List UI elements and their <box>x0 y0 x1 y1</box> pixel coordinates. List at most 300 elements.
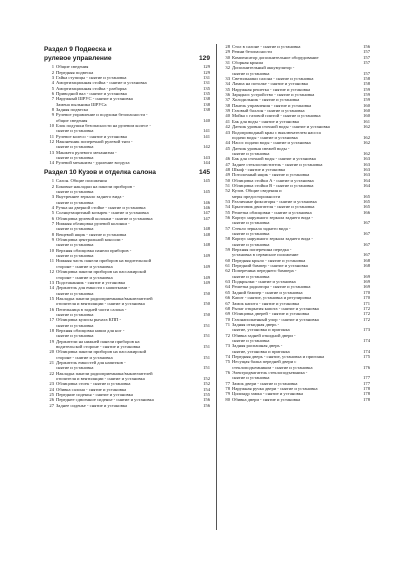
toc-entry-number: 27 <box>49 402 54 408</box>
toc-entry-title: Вещевой ящик - снятие и установка <box>56 231 127 237</box>
toc-entry-title: Брызговик двигателя - снятие и установка <box>232 204 315 210</box>
toc-entry-page: 172 <box>363 305 370 311</box>
toc-entry-page: 142 <box>203 144 210 150</box>
toc-entry-title: Салон. Общие положения <box>56 178 107 184</box>
toc-entry-page: 156 <box>203 397 210 403</box>
toc-entry-page: 174 <box>363 348 370 354</box>
toc-entry-number: 41 <box>225 118 230 124</box>
toc-entry-title: Газовый баллон - снятие и установка <box>232 108 305 114</box>
toc-entry-number: 6 <box>51 215 54 221</box>
toc-entry-title: Облицовка стоек - снятие и установка <box>56 381 131 387</box>
toc-entry-number: 8 <box>51 231 54 237</box>
toc-entry-title: Рулевое управление и подушки безопасности - <box>56 112 148 118</box>
toc-entry-page: 149 <box>203 253 210 259</box>
toc-entry-title: снятие и установка <box>232 241 270 247</box>
toc-entry-number: 2 <box>51 69 54 75</box>
toc-entry-page: 141 <box>203 128 210 134</box>
toc-entry-page: 168 <box>363 257 370 263</box>
toc-entry-page: 165 <box>363 193 370 199</box>
toc-entry-title: Накладка панели радиоприемника/выключателей <box>56 370 153 376</box>
toc-entry-title: Держатель для емкости с напитками - <box>56 285 130 291</box>
toc-entry-number: 68 <box>225 305 230 311</box>
toc-entry-title: стеклоподъемником - снятие и установка <box>232 364 313 370</box>
toc-entry-page: 141 <box>203 133 210 139</box>
toc-entry-title: Мойка с газовой плитой - снятие и установка <box>232 113 321 119</box>
toc-entry-number: 56 <box>225 215 230 220</box>
toc-entry-title: Передняя подвеска <box>56 69 94 75</box>
section-10-entries <box>44 178 210 408</box>
toc-entry-page: 169 <box>363 273 370 279</box>
toc-entry-number: 17 <box>49 317 54 323</box>
toc-entry-title: Наконечник поперечной рулевой тяги - <box>56 139 133 144</box>
toc-entry-title: отопителя и вентиляции - снятие и установка <box>56 301 145 307</box>
toc-entry-number: 53 <box>225 198 230 204</box>
toc-entry-number: 12 <box>49 269 54 275</box>
toc-entry-number: 65 <box>225 289 230 295</box>
toc-entry-page: 150 <box>203 301 210 307</box>
toc-entry-number: 33 <box>225 76 230 82</box>
toc-entry-title: Держатель емкостей для напитков - <box>56 360 126 365</box>
toc-entry-page: 146 <box>203 205 210 211</box>
toc-entry-number: 61 <box>225 263 230 269</box>
toc-left-column <box>44 44 210 408</box>
toc-entry-title: Датчик уровня свежей воды - <box>232 145 290 151</box>
toc-entry-title: Задний бампер - снятие и установка <box>232 289 303 295</box>
toc-entry-number: 2 <box>51 183 54 189</box>
toc-entry-number: 66 <box>225 295 230 301</box>
toc-entry-number: 36 <box>225 92 230 98</box>
toc-entry-title: Наружная решетка - снятие и установка <box>232 86 311 92</box>
toc-entry-title: Замок двери - снятие и установка <box>232 380 298 386</box>
toc-entry-number: 24 <box>49 386 54 392</box>
toc-entry-page: 167 <box>363 220 370 226</box>
section-10-page: 145 <box>198 168 210 176</box>
toc-entry-title: Корпус наружного зеркала заднего вида - <box>232 215 313 220</box>
toc-entry-number: 46 <box>225 156 230 162</box>
toc-entry-title: снятие и установка <box>56 242 94 248</box>
toc-entry-number: 55 <box>225 209 230 215</box>
toc-entry-page: 160 <box>363 108 370 114</box>
toc-entry-title: Пепельница в задней части салона - <box>56 306 127 312</box>
toc-entry-title: Подкрылки - снятие и установка <box>232 279 296 285</box>
toc-entry-number: 26 <box>49 397 54 403</box>
section-9-heading-line2 <box>44 55 210 64</box>
toc-entry-number: 57 <box>225 225 230 231</box>
toc-entry-title: Поперечина переднего бампера - <box>232 268 297 274</box>
toc-entry-number: 35 <box>225 86 230 92</box>
toc-entry-number: 14 <box>49 285 54 291</box>
toc-entry-title: снятие и установка <box>56 155 94 161</box>
toc-entry-title: Передняя дверь - снятие, установка и пригонка <box>232 353 325 359</box>
toc-entry <box>44 403 210 408</box>
toc-entry-number: 9 <box>51 112 54 118</box>
toc-entry-number: 4 <box>51 205 54 211</box>
toc-entry-page: 138 <box>203 106 210 112</box>
toc-entry-number: 22 <box>49 370 54 376</box>
toc-entry-number: 50 <box>225 177 230 183</box>
toc-entry-page: 172 <box>363 316 370 322</box>
toc-entry-page: 129 <box>203 69 210 75</box>
toc-entry-number: 28 <box>225 44 230 49</box>
toc-entry-page: 148 <box>203 231 210 237</box>
toc-entry-number: 43 <box>225 129 230 135</box>
toc-entry-number: 25 <box>49 392 54 398</box>
toc-entry-page: 151 <box>203 333 210 339</box>
toc-entry-title: снятие и установка <box>56 128 94 134</box>
toc-entry-number: 3 <box>51 194 54 200</box>
toc-entry-number: 62 <box>225 268 230 274</box>
toc-entry-title: водительской стороне - снятие и установка <box>56 343 141 349</box>
toc-entry-title: Облицовка панели приборов на пассажирской <box>56 269 147 275</box>
toc-entry-title: Солнцезащитный козырек - снятие и установка <box>56 210 149 216</box>
toc-entry-title: Задняя откидная дверь - <box>232 321 280 327</box>
toc-entry-page: 161 <box>363 118 370 124</box>
toc-entry-title: Ручка на дверной стойке - снятие и установка <box>56 205 146 211</box>
toc-entry-title: Наружная ручка двери - снятие и установка <box>232 386 318 391</box>
toc-entry-title: Рулевое колесо - снятие и установка <box>56 133 127 139</box>
toc-entry-page: 177 <box>363 375 370 381</box>
toc-entry-title: Бак для сточной воды - снятие и установка <box>232 156 316 162</box>
toc-entry-title: снятие и установка <box>56 253 94 259</box>
toc-entry-title: снятие и установка <box>56 226 94 232</box>
toc-entry-page: 176 <box>363 364 370 370</box>
toc-entry-page: 162 <box>363 134 370 140</box>
toc-entry-page: 135 <box>203 90 210 96</box>
toc-entry-page: 165 <box>363 204 370 210</box>
toc-entry-title: Датчик уровня сточной воды - снятие и установка <box>232 124 330 130</box>
section-10-entries-continued <box>220 44 370 402</box>
toc-entry-number: 37 <box>225 97 230 103</box>
toc-entry-title: снятие и установка <box>56 144 94 150</box>
toc-entry-title: Приводной вал - снятие и установка <box>56 90 127 96</box>
toc-entry-number: 45 <box>225 145 230 151</box>
toc-entry-title: Стекло зеркала заднего вида - <box>232 225 291 231</box>
toc-entry-number: 60 <box>225 257 230 263</box>
toc-entry-number: 18 <box>49 327 54 333</box>
toc-entry-number: 71 <box>225 321 230 327</box>
toc-entry-page: 163 <box>363 156 370 162</box>
toc-entry-page: 151 <box>203 365 210 371</box>
toc-entry-title: Нижняя часть панели приборов на водительской <box>56 258 152 264</box>
toc-entry-number: 75 <box>225 359 230 365</box>
toc-entry-page: 157 <box>363 49 370 55</box>
toc-entry-title: Амортизационная стойка - разборка <box>56 85 127 91</box>
toc-entry-title: снятие и установка <box>56 189 94 194</box>
toc-entry-title: снятие и установка <box>56 365 94 371</box>
toc-entry-page: 151 <box>203 354 210 360</box>
toc-entry-page: 148 <box>203 226 210 232</box>
toc-entry-number: 58 <box>225 236 230 242</box>
toc-entry-title: Рычаг открытия капота - снятие и установка <box>232 305 319 311</box>
toc-entry-title: Различные фиксаторы - снятие и установка <box>232 198 317 204</box>
toc-entry-title: Обивка двери - снятие и установка <box>232 396 301 402</box>
toc-entry-page: 178 <box>363 396 370 402</box>
toc-entry-page: 159 <box>363 97 370 103</box>
toc-entry-page: 145 <box>203 189 210 194</box>
toc-entry-number: 4 <box>51 80 54 86</box>
toc-entry-number: 9 <box>51 237 54 243</box>
toc-entry-number: 78 <box>225 386 230 391</box>
toc-entry-title: меры предосторожности <box>232 193 281 199</box>
section-10-heading <box>44 169 210 178</box>
toc-entry-number: 47 <box>225 161 230 167</box>
toc-entry-number: 30 <box>225 54 230 60</box>
toc-entry-number: 76 <box>225 369 230 375</box>
toc-entry-title: общие сведения <box>56 117 88 123</box>
toc-entry-page: 131 <box>203 80 210 86</box>
toc-entry-title: Облицовка панели приборов на пассажирской <box>56 349 147 355</box>
toc-entry-title: снятие и установка <box>232 70 270 76</box>
toc-entry-page: 149 <box>203 274 210 280</box>
toc-entry-number: 67 <box>225 300 230 306</box>
toc-entry-title: снятие и установка <box>56 333 94 339</box>
toc-entry-title: снятие и установка <box>56 290 94 296</box>
toc-entry-page: 168 <box>363 263 370 269</box>
toc-entry-title: Панель управления - снятие и установка <box>232 102 312 108</box>
toc-entry-title: Корпус наружного зеркала заднего вида - <box>232 236 313 242</box>
toc-entry-number: 23 <box>49 381 54 387</box>
toc-entry-page: 167 <box>363 241 370 247</box>
toc-entry-number: 79 <box>225 391 230 397</box>
toc-entry-title: Газонаполненный упор - снятие и установка <box>232 316 319 322</box>
toc-entry-page: 178 <box>363 386 370 391</box>
toc-entry-number: 73 <box>225 343 230 349</box>
toc-entry-title: Замок капота - снятие и установка <box>232 300 300 306</box>
toc-entry-number: 29 <box>225 49 230 55</box>
toc-entry-number: 13 <box>49 279 54 285</box>
toc-entry-number: 11 <box>49 133 54 139</box>
toc-entry-number: 1 <box>51 64 54 70</box>
toc-entry-page: 167 <box>363 231 370 237</box>
toc-entry-number: 77 <box>225 380 230 386</box>
toc-entry-page: 162 <box>363 124 370 130</box>
toc-entry-page: 157 <box>363 60 370 66</box>
toc-entry-number: 7 <box>51 221 54 227</box>
toc-entry-title: Переднее сдвоенное сиденье - снятие и установка <box>56 397 154 403</box>
toc-entry <box>220 397 370 402</box>
toc-entry-number: 13 <box>49 149 54 155</box>
toc-entry-number: 21 <box>49 360 54 365</box>
toc-entry-page: 159 <box>363 86 370 92</box>
toc-entry-number: 72 <box>225 332 230 338</box>
toc-entry-page: 157 <box>363 70 370 76</box>
toc-entry-title: Несущая балка передней двери с <box>232 359 297 365</box>
toc-entry-title: Лампа на потолке - снятие и установка <box>232 81 308 87</box>
toc-entry-number: 10 <box>49 122 54 128</box>
toc-entry-page: 174 <box>363 337 370 343</box>
toc-entry-title: стороне - снятие и установка <box>56 354 113 360</box>
toc-entry-number: 48 <box>225 166 230 172</box>
toc-entry-title: Компенсатор дополнительное оборудование <box>232 54 319 60</box>
toc-entry-number: 64 <box>225 284 230 290</box>
toc-entry-page: 157 <box>363 54 370 60</box>
toc-entry-title: снятие, установка и пригонка <box>232 327 290 333</box>
column-divider <box>216 44 217 530</box>
toc-entry-page: 140 <box>203 117 210 123</box>
toc-entry-page: 171 <box>363 300 370 306</box>
toc-entry-title: снятие и установка <box>56 311 94 317</box>
toc-entry-title: Стол в салоне - снятие и установка <box>232 44 301 49</box>
toc-entry-title: Заднее сиденье - снятие и установка <box>56 402 128 408</box>
toc-entry-page: 164 <box>363 177 370 183</box>
toc-entry-title: Гайка ступицы - снятие и установка <box>56 74 127 80</box>
toc-entry-page: 147 <box>203 210 210 216</box>
section-9-entries <box>44 64 210 166</box>
toc-entry-title: Верхняя облицовка панели приборов - <box>56 247 132 253</box>
toc-entry-number: 5 <box>51 85 54 91</box>
toc-entry-number: 69 <box>225 311 230 317</box>
toc-entry-title: отопителя и вентиляции - снятие и установка <box>56 376 145 382</box>
toc-right-column <box>220 44 370 402</box>
toc-entry-page: 131 <box>203 74 210 80</box>
toc-entry-page: 177 <box>363 380 370 386</box>
toc-entry-title: Решетка радиатора - снятие и установка <box>232 284 311 290</box>
toc-entry-title: Верхняя облицовка ниши для ног - <box>56 327 125 333</box>
toc-entry-page: 150 <box>203 311 210 317</box>
toc-entry-page: 135 <box>203 85 210 91</box>
toc-entry-page: 162 <box>363 150 370 156</box>
toc-entry-title: Обивка салона - снятие и установка <box>56 386 127 392</box>
toc-entry-page: 163 <box>363 172 370 178</box>
toc-entry-page: 152 <box>203 381 210 387</box>
toc-entry-number: 63 <box>225 279 230 285</box>
toc-entry-title: Бак для воды - снятие и установка <box>232 118 299 124</box>
toc-entry-number: 34 <box>225 81 230 87</box>
section-9-title-line2: рулевое управление <box>44 54 112 62</box>
toc-entry-title: Задняя подвеска <box>56 106 89 112</box>
toc-entry-number: 38 <box>225 102 230 108</box>
toc-entry-title: Замена пыльника ШРУСа <box>56 101 107 107</box>
toc-entry-number: 39 <box>225 108 230 114</box>
toc-entry-title: Манжета рулевого механизма - <box>56 149 117 155</box>
toc-entry-title: Светильники салона - снятие и установка <box>232 76 314 82</box>
toc-entry-title: Облицовка стойки В - снятие и установка <box>232 182 314 188</box>
toc-entry-title: Насос подачи воды - снятие и установка <box>232 140 311 146</box>
toc-entry-title: Холодильник - снятие и установка <box>232 97 300 103</box>
toc-entry-title: Держатели на нижней панели приборов на <box>56 338 140 344</box>
toc-entry-title: Подстаканник - снятие и установка <box>56 279 126 285</box>
toc-entry-number: 7 <box>51 96 54 102</box>
toc-entry-number: 3 <box>51 74 54 80</box>
toc-entry-title: Амортизационная стойка - снятие и установка <box>56 80 147 86</box>
toc-entry-number: 14 <box>49 160 54 166</box>
toc-entry-title: снятие и установка <box>232 273 270 279</box>
toc-entry-page: 138 <box>203 96 210 102</box>
toc-entry-title: Передний бампер - снятие и установка <box>232 263 308 269</box>
toc-entry-number: 12 <box>49 139 54 144</box>
toc-entry-title: Обивка задней откидной двери - <box>232 332 296 338</box>
section-9-page: 129 <box>198 54 210 62</box>
toc-entry-page: 138 <box>203 101 210 107</box>
toc-entry-title: Водопроводный кран с выключателем насоса <box>232 129 321 135</box>
toc-entry-page: 167 <box>363 252 370 258</box>
toc-entry-number: 8 <box>51 106 54 112</box>
toc-entry-number: 70 <box>225 316 230 322</box>
toc-entry-title: Заряднос устройство - снятие и установка <box>232 92 315 98</box>
toc-entry-page: 144 <box>203 160 210 166</box>
toc-entry-page: 178 <box>363 391 370 397</box>
toc-entry-number: 31 <box>225 60 230 66</box>
toc-entry-page: 152 <box>203 376 210 382</box>
toc-entry-title: Общие сведения <box>56 64 89 70</box>
toc-entry-title: снятие и установка <box>232 150 270 156</box>
toc-entry-number: 42 <box>225 124 230 130</box>
toc-entry-page: 149 <box>203 279 210 285</box>
toc-entry-title: Передние сиденья - снятие и установка <box>56 392 133 398</box>
toc-entry-page: 154 <box>203 386 210 392</box>
toc-entry-title: Боковые накладки на панели приборов - <box>56 183 135 189</box>
toc-entry-title: Электродвигатель стеклоподъемника - <box>232 369 308 375</box>
toc-entry-title: Ремни безопасности <box>232 49 272 55</box>
toc-entry-page: 145 <box>203 178 210 184</box>
toc-entry-page: 129 <box>203 64 210 70</box>
toc-entry-title: Облицовка стойки А - снятие и установка <box>232 177 314 183</box>
toc-entry-number: 74 <box>225 353 230 359</box>
toc-entry-title: Цилиндр замка - снятие и установка <box>232 391 303 397</box>
toc-entry-number: 1 <box>51 178 54 184</box>
toc-entry-page: 163 <box>363 166 370 172</box>
toc-entry-page: 170 <box>363 295 370 301</box>
toc-entry-title: снятие и установка <box>56 199 94 205</box>
toc-entry-page: 173 <box>363 327 370 333</box>
toc-entry-page: 166 <box>363 209 370 215</box>
toc-entry-number: 20 <box>49 349 54 355</box>
toc-entry-number: 6 <box>51 90 54 96</box>
toc-entry-page: 163 <box>363 161 370 167</box>
toc-entry-page: 146 <box>203 199 210 205</box>
toc-entry-title: Наружный ШРУС - снятие и установка <box>56 96 133 102</box>
toc-entry-title: снятие, установка и пригонка <box>232 348 290 354</box>
toc-entry-page: 159 <box>363 92 370 98</box>
toc-entry-title: Кузов. Общие сведения и <box>232 188 282 194</box>
toc-entry-title: Заднее стеклоочиститель - снятие и установка <box>232 161 323 167</box>
toc-entry-number: 40 <box>225 113 230 119</box>
toc-entry-title: установка в сервисное положение <box>232 252 299 258</box>
toc-entry-title: подачи воды - снятие и установка <box>232 134 298 140</box>
toc-entry-page: 147 <box>203 215 210 221</box>
toc-entry-title: Накладка панели радиоприемника/выключателей <box>56 295 153 301</box>
toc-entry-number: 15 <box>49 295 54 301</box>
toc-entry-page: 160 <box>363 113 370 119</box>
toc-entry-page: 149 <box>203 263 210 269</box>
toc-entry-number: 51 <box>225 182 230 188</box>
toc-entry <box>44 160 210 165</box>
toc-entry-title: Облицовка дверей - снятие и установка <box>232 311 310 317</box>
toc-entry-page: 162 <box>363 140 370 146</box>
toc-entry-number: 32 <box>225 65 230 71</box>
toc-entry-number: 52 <box>225 188 230 194</box>
toc-entry-page: 172 <box>363 311 370 317</box>
toc-entry-number: 59 <box>225 247 230 253</box>
toc-entry-page: 155 <box>203 392 210 398</box>
toc-entry-page: 150 <box>203 290 210 296</box>
toc-entry-title: Облицовка центральной консоли - <box>56 237 124 243</box>
toc-entry-page: 169 <box>363 279 370 285</box>
toc-entry-number: 16 <box>49 306 54 312</box>
section-9-title-line1: Раздел 9 Подвеска и <box>44 46 112 53</box>
toc-entry-page: 156 <box>203 402 210 408</box>
toc-entry-number: 11 <box>49 258 54 264</box>
toc-entry-page: 151 <box>203 343 210 349</box>
toc-entry-page: 175 <box>363 353 370 359</box>
toc-entry-title: снятие и установка <box>232 220 270 226</box>
toc-entry-title: Нижняя облицовка рулевой колонки - <box>56 221 130 227</box>
toc-entry-page: 158 <box>363 81 370 87</box>
toc-entry-page: 165 <box>363 198 370 204</box>
toc-entry-number: 10 <box>49 247 54 253</box>
toc-entry-page: 170 <box>363 289 370 295</box>
toc-entry-number: 19 <box>49 338 54 344</box>
